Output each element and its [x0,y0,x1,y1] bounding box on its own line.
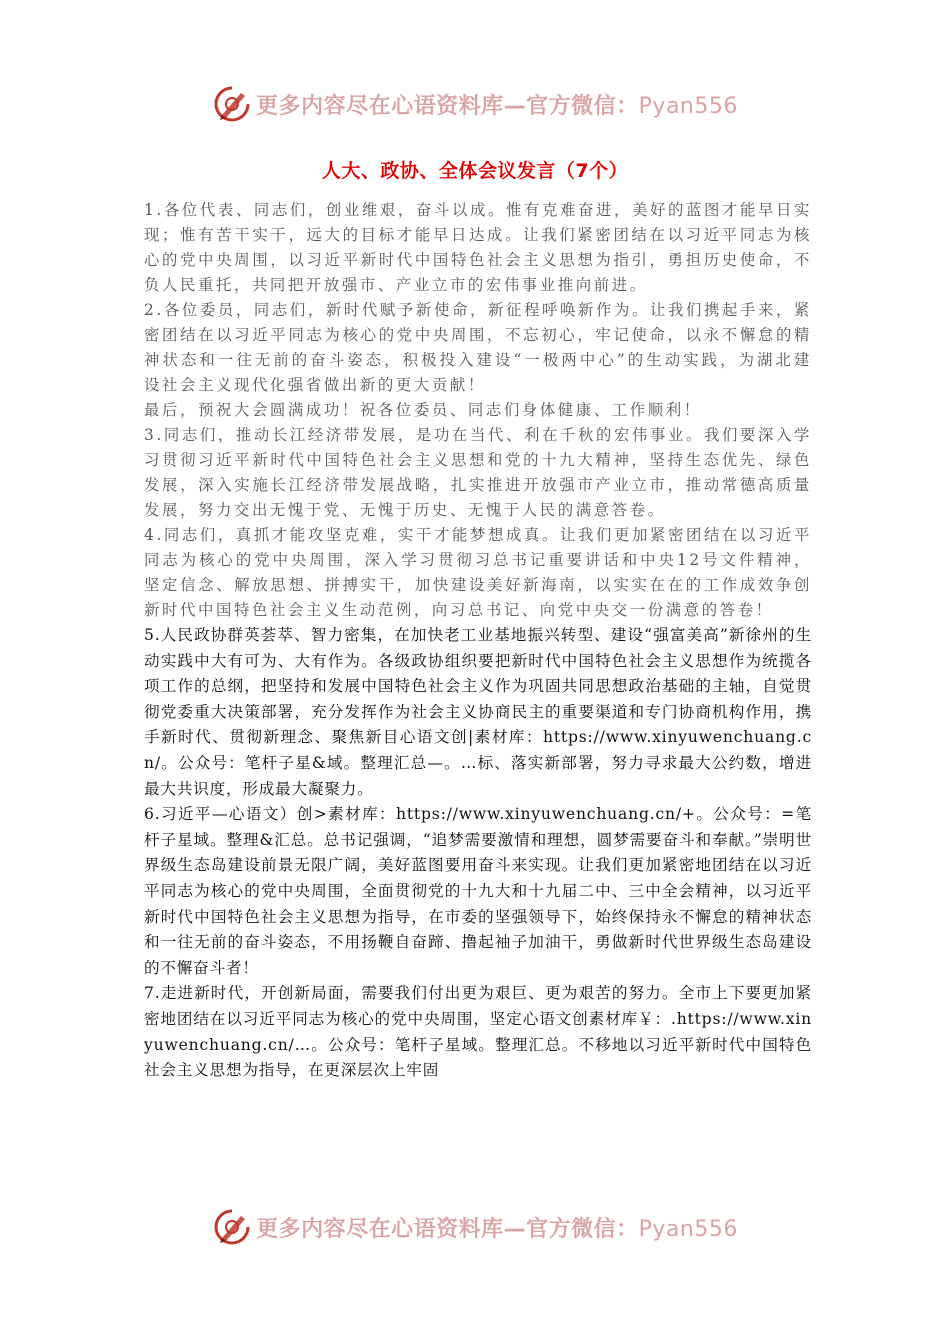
banner-text: 更多内容尽在心语资料库—官方微信：Pyan556 [256,93,738,119]
closing-paragraph: 最后，预祝大会圆满成功！祝各位委员、同志们身体健康、工作顺利！ [144,401,702,419]
speech-paragraph-4: 4.同志们，真抓才能攻坚克难，实干才能梦想成真。让我们更加紧密团结在以习近平同志为核心的党中央周围，深入学习贯彻习总书记重要讲话和中央12号文件精神，坚定信念、解放思想、拼搏实干，加快建设美好新海南，以实实在在的工作成效争创新时代中国特色社会主义生动范例，向习总书记、向党中央交一份满意的答卷！ [144,526,812,619]
speech-paragraph-1: 1.各位代表、同志们，创业维艰，奋斗以成。惟有克难奋进，美好的蓝图才能早日实现；惟有苦干实干，远大的目标才能早日达成。让我们紧密团结在以习近平同志为核心的党中央周围，以习近平新时代中国特色社会主义思想为指引，勇担历史使命，不负人民重托，共同把开放强市、产业立市的宏伟事业推向前进。 [144,201,812,294]
pen-circle-logo-icon [212,84,252,124]
speech-paragraph-7: 7.走进新时代，开创新局面，需要我们付出更为艰巨、更为艰苦的努力。全市上下要更加紧密地团结在以习近平同志为核心的党中央周围，坚定心语文创素材库￥：.https://www.xinyuwenchuang.cn/…。公众号：笔杆子星域。整理汇总。不移地以习近平新时代中国特色社会主义思想为指导，在更深层次上牢固 [144,984,812,1080]
speech-paragraph-6: 6.习近平—心语文）创>素材库：https://www.xinyuwenchuang.cn/+。公众号：=笔杆子星域。整理&汇总。总书记强调，“追梦需要激情和理想，圆梦需要奋斗和奉献。”崇明世界级生态岛建设前景无限广阔，美好蓝图要用奋斗来实现。让我们更加紧密地团结在以习近平同志为核心的党中央周围，全面贯彻党的十九大和十九届二中、三中全会精神，以习近平新时代中国特色社会主义思想为指导，在市委的坚强领导下，始终保持永不懈怠的精神状态和一往无前的奋斗姿态，不用扬鞭自奋蹄、撸起袖子加油干，勇做新时代世界级生态岛建设的不懈奋斗者！ [144,805,812,977]
document-body [144,198,812,1084]
speech-paragraph-5: 5.人民政协群英荟萃、智力密集，在加快老工业基地振兴转型、建设“强富美高”新徐州的生动实践中大有可为、大有作为。各级政协组织要把新时代中国特色社会主义思想作为统揽各项工作的总纲，把坚持和发展中国特色社会主义作为巩固共同思想政治基础的主轴，自觉贯彻党委重大决策部署，充分发挥作为社会主义协商民主的重要渠道和专门协商机构作用，携手新时代、贯彻新理念、聚焦新目心语文创|素材库：https://www.xinyuwenchuang.cn/。公众号：笔杆子星&域。整理汇总—。…标、落实新部署，努力寻求最大公约数，增进最大共识度，形成最大凝聚力。 [144,626,812,798]
speech-paragraph-3: 3.同志们，推动长江经济带发展，是功在当代、利在千秋的宏伟事业。我们要深入学习贯彻习近平新时代中国特色社会主义思想和党的十九大精神，坚持生态优先、绿色发展，深入实施长江经济带发展战略，扎实推进开放强市产业立市，推动常德高质量发展，努力交出无愧于党、无愧于历史、无愧于人民的满意答卷。 [144,426,812,519]
document-title: 人大、政协、全体会议发言（7个） [321,160,629,182]
pen-circle-logo-icon [212,1207,252,1247]
banner-text: 更多内容尽在心语资料库—官方微信：Pyan556 [256,1216,738,1242]
header-banner [0,82,950,126]
speech-paragraph-2: 2.各位委员，同志们，新时代赋予新使命，新征程呼唤新作为。让我们携起手来，紧密团结在以习近平同志为核心的党中央周围，不忘初心，牢记使命，以永不懈怠的精神状态和一往无前的奋斗姿态，积极投入建设“一极两中心”的生动实践，为湖北建设社会主义现代化强省做出新的更大贡献！ [144,301,812,394]
footer-banner [0,1205,950,1249]
